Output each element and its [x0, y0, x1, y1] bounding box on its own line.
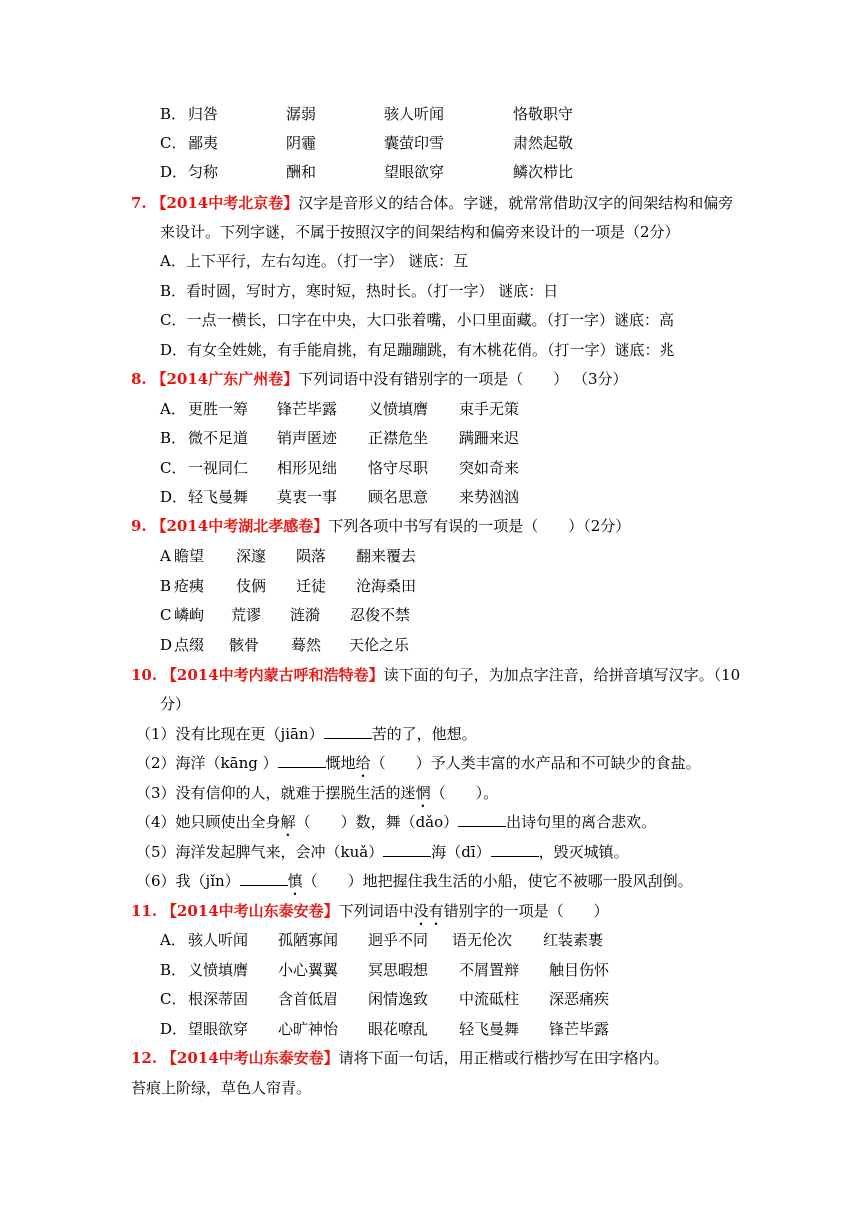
question-number: 12.	[131, 1049, 158, 1067]
q8-stem	[131, 369, 628, 389]
question-number: 11.	[131, 902, 158, 920]
question-source: 【2014中考山东泰安卷】	[161, 902, 339, 920]
dotted-characters: 没有	[413, 902, 444, 920]
question-stem: 下列词语中没有错别字的一项是（ ） （3分）	[298, 370, 628, 388]
q10-sentence-5: （5）海洋发起脾气来，会冲（kuǎ） 海（dī） ，毁灭城镇。	[136, 843, 629, 861]
question-source: 【2014中考内蒙古呼和浩特卷】	[161, 666, 384, 684]
answer-blank[interactable]	[324, 724, 372, 739]
q10-sentence-1: （1）没有比现在更（jiān） 苦的了，他想。	[136, 725, 477, 743]
question-number: 8.	[131, 370, 147, 388]
question-source: 【2014中考山东泰安卷】	[161, 1049, 339, 1067]
answer-blank[interactable]	[458, 812, 506, 827]
dotted-character: 慎	[287, 872, 303, 890]
dotted-character: 解	[280, 813, 296, 831]
question-number: 9.	[131, 517, 147, 535]
question-stem: 汉字是音形义的结合体。字谜，就常常借助汉字的间架结构和偏旁	[298, 194, 734, 212]
q7-option-b: B．看时圆，写时方，寒时短，热时长。（打一字） 谜底：日	[160, 282, 559, 300]
q7-option-d: D．有女全姓姚，有手能肩挑，有足蹦蹦跳，有木桃花俏。（打一字）谜底：兆	[160, 341, 675, 359]
question-stem: 下列各项中书写有误的一项是（ ）（2分）	[328, 517, 631, 535]
q10-sentence-3: （3）没有信仰的人，就难于摆脱生活的迷惘（ ）。	[136, 784, 499, 802]
q10-sentence-4: （4）她只顾使出全身解（ ）数，舞（dǎo） 出诗句里的离合悲欢。	[136, 813, 657, 831]
dotted-character: 惘	[415, 784, 431, 802]
q10-sentence-6: （6）我（jǐn） 慎（ ）地把握住我生活的小船，使它不被哪一股风刮倒。	[136, 872, 693, 890]
q7-option-c: C．一点一横长，口字在中央，大口张着嘴，小口里面藏。（打一字）谜底：高	[160, 311, 674, 329]
question-stem: 读下面的句子，为加点字注音，给拼音填写汉字。（10	[383, 666, 741, 684]
q10-stem-line2: 分）	[160, 695, 191, 713]
q10-stem-line1	[131, 665, 740, 685]
q12-stem	[131, 1048, 669, 1068]
answer-blank[interactable]	[278, 753, 326, 768]
q7-stem-line1	[131, 193, 733, 213]
q9-stem	[131, 516, 630, 536]
q10-sentence-2: （2）海洋（kāng ） 慨地给（ ）予人类丰富的水产品和不可缺少的食盐。	[136, 754, 701, 772]
question-source: 【2014中考北京卷】	[151, 194, 299, 212]
document-page: B． 归咎 潺弱 骇人听闻 恪敬职守 C． 鄙夷 阴霾 囊萤印雪 肃然起敬 D． 匀称 酬和 望眼欲穿 鳞次栉比 7. 【2014中考北京卷】汉字是音形义的结合体。字谜，就常常借助汉字的间架结构和偏旁 来设计。下列字谜，不属于按照汉字的间架结构和偏旁来设计的一项是（2分） A．上下平行，左右勾连。（打一字） 谜底：互 B．看时圆，写时方，寒时短，热时长。（打一字） 谜底：日 C．一点一横长，口字在中央，大口张着嘴，小口里面藏。（打一字）谜底：高 D．有女全姓姚，有手能肩挑，有足蹦蹦跳，有木桃花俏。（打一字）谜底：兆 8. 【2014广东广州卷】下列词语中没有错别字的一项是（ ） （3分） A． 更胜一筹 锋芒毕露 义愤填膺 束手无策 B． 微不足道 销声匿迹 正襟危坐 蹒跚来迟 C． 一视同仁 相形见绌 恪守尽职 突如奇来 D． 轻飞曼舞 莫衷一事 顾名思意 来势汹汹 9. 【2014中考湖北孝感卷】下列各项中书写有误的一项是（ ）（2分） A 瞻望 深邃 陨落 翻来覆去 B 疮痍 伎俩 迁徒 沧海桑田 C 嶙峋 荒谬 涟漪 忍俊不禁 D 点缀 骸骨 蓦然 天伦之乐 10. 【2014中考内蒙古呼和浩特卷】读下面的句子，为加点字注音，给拼音填写汉字。（10 分） （1）没有比现在更（jiān） 苦的了，他想。 （2）海洋（kāng ） 慨地给（ ）予人类丰富的水产品和不可缺少的食盐。 （3）没有信仰的人，就难于摆脱生活的迷惘（ ）。 （4）她只顾使出全身解（ ）数，舞（dǎo） 出诗句里的离合悲欢。 （5）海洋发起脾气来，会冲（kuǎ） 海（dī） ，毁灭城镇。 （6）我（jǐn） 慎（ ）地把握住我生活的小船，使它不被哪一股风刮倒。 11. 【2014中考山东泰安卷】下列词语中没有错别字的一项是（ ） A． 骇人听闻 孤陋寡闻 迥乎不同 语无伦次 红装素裹 B． 义愤填膺 小心翼翼 冥思暇想 不屑置辩 触目伤怀 C． 根深蒂固 含首低眉 闲情逸致 中流砥柱 深恶痛疾 D． 望眼欲穿 心旷神怡 眼花嘹乱 轻飞曼舞 锋芒毕露 12. 【2014中考山东泰安卷】请将下面一句话，用正楷或行楷抄写在田字格内。 苔痕上阶绿，草色人帘青。	[131, 105, 741, 1097]
question-stem: 请将下面一句话，用正楷或行楷抄写在田字格内。	[338, 1049, 669, 1067]
q11-stem: 11. 【2014中考山东泰安卷】下列词语中没有错别字的一项是（ ）	[131, 902, 609, 920]
q7-option-a: A．上下平行，左右勾连。（打一字） 谜底：互	[160, 252, 469, 270]
question-number: 7.	[131, 194, 147, 212]
answer-blank[interactable]	[491, 842, 539, 857]
answer-blank[interactable]	[240, 871, 288, 886]
answer-blank[interactable]	[383, 842, 431, 857]
q12-sentence: 苔痕上阶绿，草色人帘青。	[131, 1079, 312, 1097]
question-source: 【2014中考湖北孝感卷】	[151, 517, 329, 535]
question-source: 【2014广东广州卷】	[151, 370, 299, 388]
dotted-character: 给	[355, 754, 371, 772]
question-number: 10.	[131, 666, 158, 684]
q7-stem-line2: 来设计。下列字谜，不属于按照汉字的间架结构和偏旁来设计的一项是（2分）	[160, 223, 680, 241]
